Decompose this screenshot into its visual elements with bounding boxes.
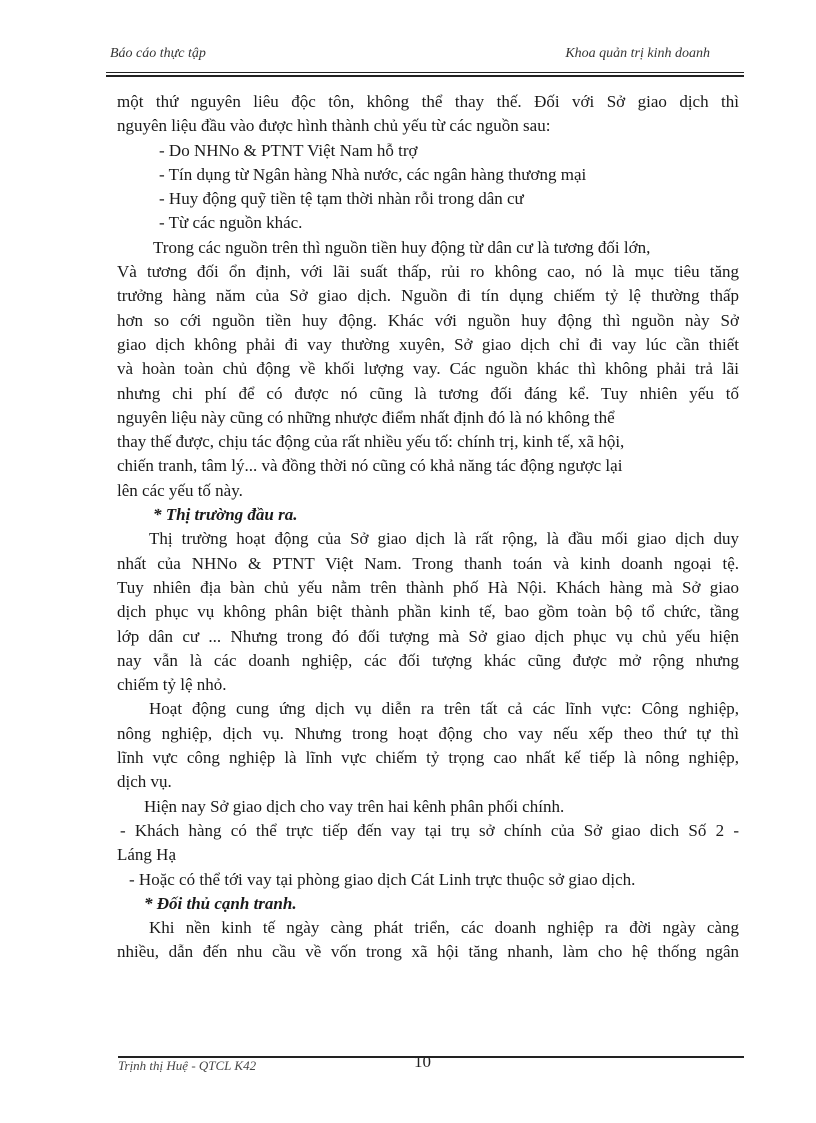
text-line: Tuy nhiên địa bàn chủ yếu nằm trên thành phố Hà Nội. Khách hàng mà Sở giao bbox=[117, 577, 739, 597]
header-faculty: Khoa quản trị kinh doanh bbox=[565, 46, 710, 61]
list-item: - Tín dụng từ Ngân hàng Nhà nước, các ngân hàng thương mại bbox=[159, 164, 587, 184]
text-line: dịch phục vụ không phân biệt thành phần kinh tế, bao gồm toàn bộ tổ chức, tầng bbox=[117, 602, 739, 622]
text-line: một thứ nguyên liêu độc tôn, không thể thay thế. Đối với Sở giao dịch thì bbox=[117, 92, 739, 111]
text-line: Và tương đối ổn định, với lãi suất thấp, rủi ro không cao, nó là mục tiêu tăng bbox=[117, 262, 739, 282]
section-heading-output-market: * Thị trường đầu ra. bbox=[153, 505, 298, 525]
text-line: lớp dân cư ... Nhưng trong đó đối tượng mà Sở giao dịch phục vụ chủ yếu hiện bbox=[117, 626, 739, 646]
text-line: Thị trường hoạt động của Sở giao dịch là rất rộng, là đầu mối giao dịch duy bbox=[149, 529, 739, 549]
list-item: - Huy động quỹ tiền tệ tạm thời nhàn rỗi trong dân cư bbox=[159, 189, 524, 209]
text-line: nông nghiệp, dịch vụ. Nhưng trong hoạt động cho vay nếu xếp theo thứ tự thì bbox=[117, 723, 739, 743]
header-report-title: Báo cáo thực tập bbox=[110, 46, 206, 61]
text-line: Hiện nay Sở giao dịch cho vay trên hai kênh phân phối chính. bbox=[144, 796, 565, 816]
text-line: thay thế được, chịu tác động của rất nhiều yếu tố: chính trị, kinh tế, xã hội, bbox=[117, 432, 625, 452]
page-header bbox=[106, 44, 744, 68]
text-line: Khi nền kinh tế ngày càng phát triển, các doanh nghiệp ra đời ngày càng bbox=[149, 918, 739, 938]
text-line: nguyên liệu đầu vào được hình thành chủ yếu từ các nguồn sau: bbox=[117, 116, 551, 136]
text-line: Hoạt động cung ứng dịch vụ diễn ra trên tất cả các lĩnh vực: Công nghiệp, bbox=[149, 699, 739, 719]
text-line: nhiều, dẫn đến nhu cầu về vốn trong xã hội tăng nhanh, làm cho hệ thống ngân bbox=[117, 942, 739, 962]
text-line: Trong các nguồn trên thì nguồn tiền huy động từ dân cư là tương đối lớn, bbox=[153, 237, 651, 257]
page-number: 10 bbox=[414, 1052, 431, 1071]
text-line: nguyên liệu này cũng có những nhược điểm nhất định đó là nó không thể bbox=[117, 407, 615, 427]
header-rule bbox=[106, 72, 744, 77]
list-item: - Từ các nguồn khác. bbox=[159, 213, 303, 233]
text-line: lĩnh vực công nghiệp là lĩnh vực chiếm tỷ trọng cao nhất kế tiếp là nông nghiệp, bbox=[117, 748, 739, 768]
list-item: - Hoặc có thể tới vay tại phòng giao dịch Cát Linh trực thuộc sở giao dịch. bbox=[129, 869, 636, 889]
section-heading-competitors: * Đối thủ cạnh tranh. bbox=[144, 893, 297, 913]
text-line: nhưng chi phí để có được nó cũng là tương đối đáng kể. Tuy nhiên yếu tố bbox=[117, 383, 739, 403]
text-line: lên các yếu tố này. bbox=[117, 480, 243, 500]
text-line: nay vẫn là các doanh nghiệp, các đối tượng khác cũng được mở rộng nhưng bbox=[117, 650, 739, 670]
text-line: giao dịch không phải đi vay thường xuyên, Sở giao dịch chỉ đi vay lúc cần thiết bbox=[117, 334, 739, 354]
footer-author: Trịnh thị Huệ - QTCL K42 bbox=[118, 1058, 257, 1073]
text-line: nhất của NHNo & PTNT Việt Nam. Trong thanh toán và kinh doanh ngoại tệ. bbox=[117, 553, 739, 573]
document-body bbox=[117, 90, 739, 965]
text-line: Láng Hạ bbox=[117, 845, 177, 865]
list-item: - Do NHNo & PTNT Việt Nam hỗ trợ bbox=[159, 140, 418, 160]
text-line: chiếm tỷ lệ nhỏ. bbox=[117, 675, 227, 695]
text-line: chiến tranh, tâm lý... và đồng thời nó cũng có khả năng tác động ngược lại bbox=[117, 456, 623, 476]
text-line: dịch vụ. bbox=[117, 772, 172, 792]
text-line: và hoàn toàn chủ động về khối lượng vay. Các nguồn khác thì không phải trả lãi bbox=[117, 359, 739, 379]
text-line: hơn so cới nguồn tiền huy động. Khác với nguồn huy động thì nguồn này Sở bbox=[117, 310, 739, 330]
list-item: - Khách hàng có thể trực tiếp đến vay tại trụ sở chính của Sở giao dich Số 2 - bbox=[120, 820, 739, 840]
text-line: trưởng hàng năm của Sở giao dịch. Nguồn đi tín dụng chiếm tỷ lệ thường thấp bbox=[117, 286, 739, 306]
